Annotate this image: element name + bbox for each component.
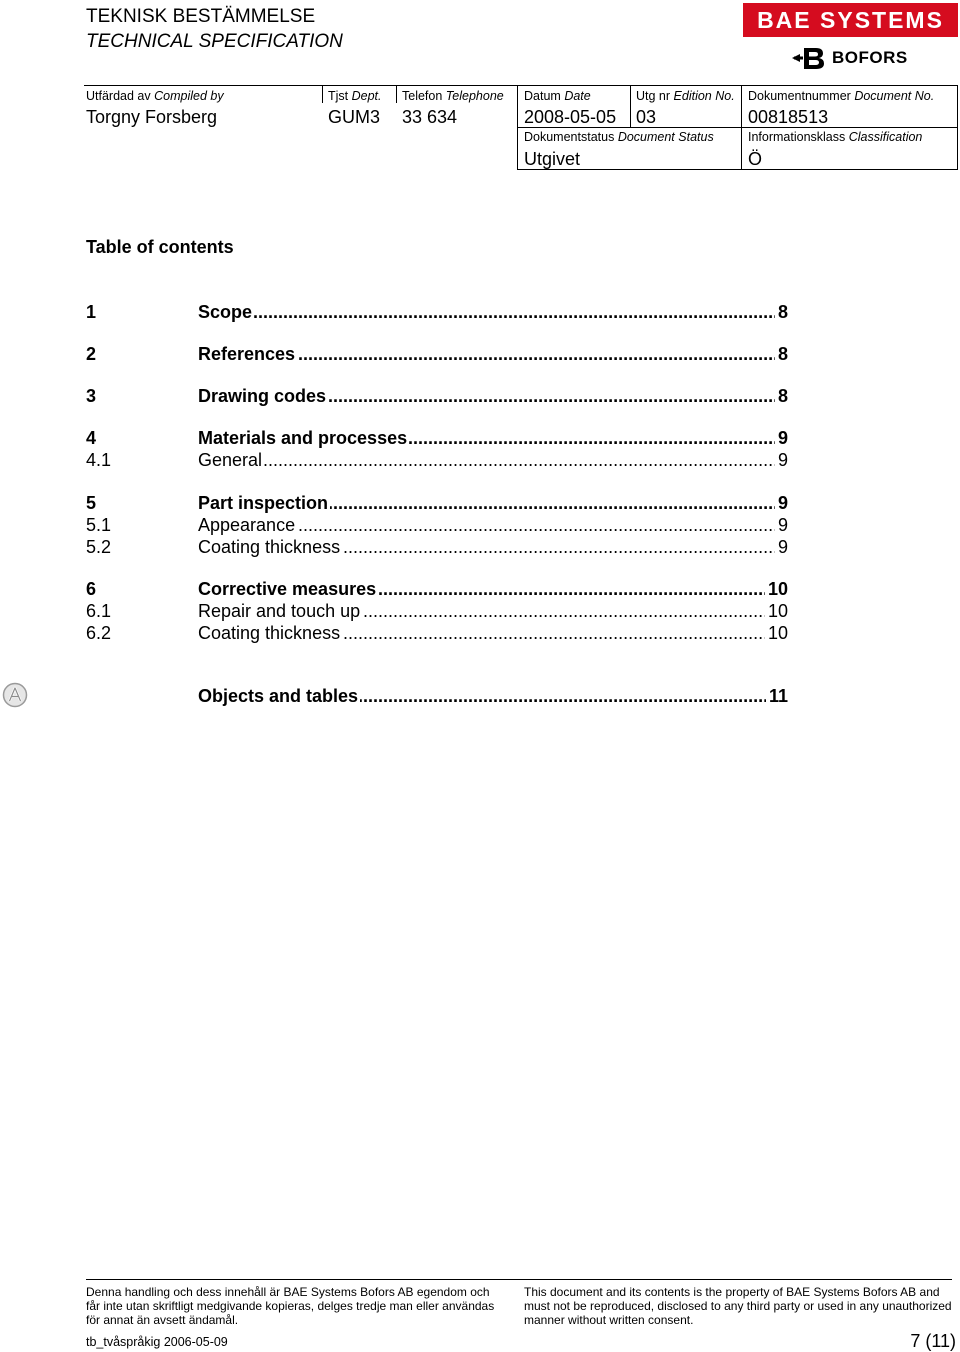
toc-entry-page: 10	[765, 622, 788, 644]
toc-entry[interactable]	[86, 536, 788, 558]
toc-entry-title	[198, 427, 775, 449]
toc-entry-number: 4.1	[86, 450, 112, 470]
classification-label: Informationsklass Classification	[748, 130, 923, 144]
toc-entry-label: Corrective measures	[198, 579, 377, 599]
annotation-a-icon[interactable]	[2, 682, 28, 708]
toc-entry-page: 9	[775, 492, 788, 514]
toc-entry-number: 1	[86, 302, 97, 322]
toc-entry-label: Drawing codes	[198, 386, 327, 406]
toc-entry-label: References	[198, 344, 296, 364]
toc-entry[interactable]	[86, 578, 788, 600]
bofors-b-icon	[790, 45, 828, 71]
toc-entry-label: Objects and tables	[198, 686, 359, 706]
toc-entry-label: Coating thickness	[198, 537, 341, 557]
toc-entry-number: 2	[86, 344, 97, 364]
footer-legal-swedish: Denna handling och dess innehåll är BAE Systems Bofors AB egendom och får inte utan skriftligt medgivande kopieras, delges tredje man eller användas för annat än avsett ändamål.	[86, 1285, 495, 1327]
toc-entry-title	[198, 385, 775, 407]
document-status-label: Dokumentstatus Document Status	[524, 130, 714, 144]
bofors-logo	[790, 44, 908, 72]
edition-value: 03	[636, 107, 657, 127]
header-divider	[517, 85, 518, 169]
toc-entry-label: Appearance	[198, 515, 296, 535]
telephone-value: 33 634	[402, 107, 458, 127]
toc-entry-number	[86, 685, 198, 707]
title-english: TECHNICAL SPECIFICATION	[86, 31, 343, 52]
toc-entry[interactable]	[86, 514, 788, 536]
toc-entry-title	[198, 622, 765, 644]
date-value: 2008-05-05	[524, 107, 617, 127]
toc-entry-title	[198, 343, 775, 365]
bae-systems-logo: BAE SYSTEMS	[743, 3, 958, 37]
header-mid-rule	[517, 127, 958, 128]
header-bottom-rule	[517, 169, 958, 170]
document-number-label: Dokumentnummer Document No.	[748, 89, 935, 103]
toc-entry-page: 10	[765, 578, 788, 600]
toc-entry[interactable]	[86, 600, 788, 622]
toc-entry-label: Materials and processes	[198, 428, 408, 448]
compiled-by-label: Utfärdad av Compiled by	[86, 89, 224, 103]
document-status-value: Utgivet	[524, 149, 581, 169]
page-number: 7 (11)	[910, 1331, 956, 1351]
toc-entry-number: 6.2	[86, 623, 112, 643]
toc-entry-page: 11	[766, 685, 788, 707]
footer-rule	[86, 1279, 952, 1280]
toc-entry[interactable]	[86, 449, 788, 471]
toc-entry-page: 8	[775, 385, 788, 407]
toc-entry-title	[198, 600, 765, 622]
toc-entry-number: 5	[86, 493, 97, 513]
toc-entry[interactable]	[86, 385, 788, 407]
toc-entry-title	[198, 514, 775, 536]
header-divider	[957, 85, 958, 169]
toc-entry[interactable]	[86, 622, 788, 644]
dept-value: GUM3	[328, 107, 381, 127]
document-number-value: 00818513	[748, 107, 829, 127]
toc-entry[interactable]	[86, 685, 788, 707]
header-divider	[322, 85, 323, 103]
toc-entry-number: 6.1	[86, 601, 112, 621]
toc-entry-title	[198, 449, 775, 471]
toc-entry-number: 6	[86, 579, 97, 599]
toc-entry[interactable]	[86, 343, 788, 365]
toc-entry-number: 4	[86, 428, 97, 448]
toc-entry[interactable]	[86, 301, 788, 323]
header-divider	[630, 85, 631, 127]
footer-template-id: tb_tvåspråkig 2006-05-09	[86, 1335, 228, 1349]
toc-entry-label: Repair and touch up	[198, 601, 361, 621]
footer-legal-english: This document and its contents is the property of BAE Systems Bofors AB and must not be reproduced, disclosed to any third party or used in any unauthorized manner without written consent.	[524, 1285, 952, 1327]
bofors-wordmark: BOFORS	[832, 48, 908, 67]
toc-title: Table of contents	[86, 237, 234, 257]
telephone-label: Telefon Telephone	[402, 89, 504, 103]
toc-entry-label: Scope	[198, 302, 253, 322]
toc-entry-page: 9	[775, 427, 788, 449]
header-divider	[396, 85, 397, 103]
header-divider	[741, 85, 742, 169]
toc-entry-page: 8	[775, 301, 788, 323]
toc-entry-page: 9	[775, 449, 788, 471]
classification-value: Ö	[748, 149, 763, 169]
toc-entry-number: 5.1	[86, 515, 112, 535]
toc-entry-page: 9	[775, 514, 788, 536]
toc-entry[interactable]	[86, 492, 788, 514]
toc-entry-number: 5.2	[86, 537, 112, 557]
toc-entry[interactable]	[86, 427, 788, 449]
toc-entry-number: 3	[86, 386, 97, 406]
date-label: Datum Date	[524, 89, 591, 103]
toc-entry-title	[198, 301, 775, 323]
toc-entry-page: 8	[775, 343, 788, 365]
header-top-rule	[84, 85, 958, 86]
compiled-by-value: Torgny Forsberg	[86, 107, 218, 127]
toc-entry-title	[198, 536, 775, 558]
toc-entry-page: 9	[775, 536, 788, 558]
dept-label: Tjst Dept.	[328, 89, 382, 103]
toc-entry-title	[198, 492, 775, 514]
toc-entry-title	[198, 578, 765, 600]
toc-entry-page: 10	[765, 600, 788, 622]
toc-entry-title	[198, 685, 766, 707]
toc-entry-label: General	[198, 450, 263, 470]
toc-entry-label: Coating thickness	[198, 623, 341, 643]
edition-label: Utg nr Edition No.	[636, 89, 735, 103]
toc-entry-label: Part inspection	[198, 493, 329, 513]
title-swedish: TEKNISK BESTÄMMELSE	[86, 6, 316, 27]
